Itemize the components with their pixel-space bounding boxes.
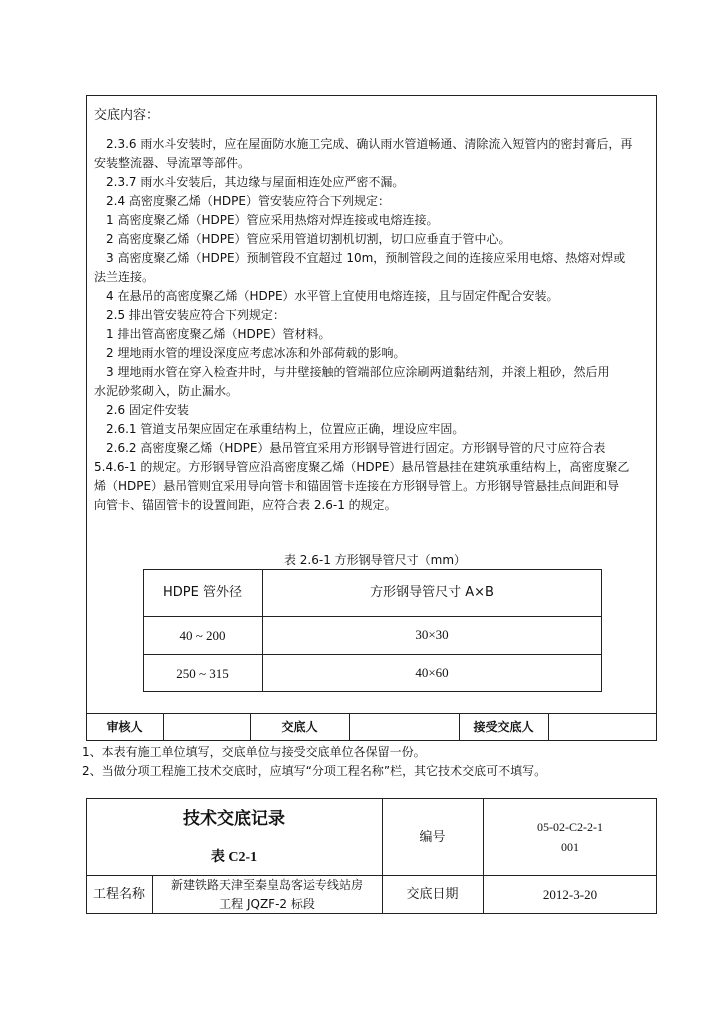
number-value-line2: 001 [561, 840, 579, 854]
text-line: 2 高密度聚乙烯（HDPE）管应采用管道切割机切割，切口应垂直于管中心。 [106, 232, 511, 246]
table-row-divider [143, 654, 602, 655]
handover-date-value: 2012-3-20 [542, 887, 598, 902]
content-heading: 交底内容： [94, 108, 160, 123]
table-cell: 30×30 [415, 627, 449, 642]
sign-row-divider [548, 713, 549, 741]
handover-date-label: 交底日期 [406, 887, 459, 902]
table-row-divider [143, 616, 602, 617]
text-line: 2.3.6 雨水斗安装时，应在屋面防水施工完成、确认雨水管道畅通、清除流入短管内的密封膏后，再 [106, 137, 633, 151]
text-line: 2 埋地雨水管的埋设深度应考虑冰冻和外部荷载的影响。 [106, 346, 406, 360]
text-line: 2.3.7 雨水斗安装后，其边缘与屋面相连处应严密不漏。 [106, 175, 405, 189]
note-line: 2、当做分项工程施工技术交底时，应填写“分项工程名称”栏，其它技术交底可不填写。 [82, 764, 547, 778]
text-line: 2.5 排出管安装应符合下列规定： [106, 308, 285, 322]
number-value-line1: 05-02-C2-2-1 [537, 820, 603, 834]
text-line: 水泥砂浆砌入，防止漏水。 [94, 384, 239, 398]
table-cell: 250 ~ 315 [176, 666, 229, 681]
text-line: 法兰连接。 [94, 270, 155, 284]
text-line: 3 高密度聚乙烯（HDPE）预制管段不宜超过 10m，预制管段之间的连接应采用电熔、热熔对焊或 [106, 251, 626, 265]
number-label: 编号 [419, 830, 446, 845]
text-line: 1 排出管高密度聚乙烯（HDPE）管材料。 [106, 327, 331, 341]
table-cell: 40×60 [415, 665, 449, 680]
form-number: 表 C2-1 [210, 850, 258, 865]
text-line: 1 高密度聚乙烯（HDPE）管应采用热熔对焊连接或电熔连接。 [106, 213, 439, 227]
note-line: 1、本表有施工单位填写，交底单位与接受交底单位各保留一份。 [82, 745, 426, 759]
table-caption: 表 2.6-1 方形钢导管尺寸（mm） [283, 553, 467, 567]
receiver-label: 接受交底人 [473, 720, 534, 734]
project-name-line2: 工程 JQZF-2 标段 [219, 897, 315, 911]
sign-row-divider [349, 713, 350, 741]
text-line: 3 埋地雨水管在穿入检查井时，与井壁接触的管端部位应涂刷两道黏结剂，并滚上粗砂，然后用 [106, 365, 610, 379]
project-name-label: 工程名称 [92, 887, 145, 902]
text-line: 2.6 固定件安装 [106, 403, 189, 417]
record-title: 技术交底记录 [183, 809, 285, 829]
table-header-cell: HDPE 管外径 [163, 585, 242, 600]
text-line: 4 在悬吊的高密度聚乙烯（HDPE）水平管上宜使用电熔连接，且与固定件配合安装。 [106, 289, 559, 303]
sign-row-divider [86, 713, 657, 714]
handover-label: 交底人 [281, 720, 318, 734]
sign-row-divider [163, 713, 164, 741]
table-cell: 40 ~ 200 [179, 628, 226, 643]
reviewer-label: 审核人 [106, 720, 143, 734]
table-header-cell: 方形钢导管尺寸 A×B [370, 585, 494, 600]
text-line: 安装整流器、导流罩等部件。 [94, 156, 251, 170]
text-line: 2.6.1 管道支吊架应固定在承重结构上，位置应正确，埋设应牢固。 [106, 422, 465, 436]
text-line: 2.6.2 高密度聚乙烯（HDPE）悬吊管宜采用方形钢导管进行固定。方形钢导管的尺寸应符合表 [106, 441, 606, 455]
text-line: 5.4.6-1 的规定。方形钢导管应沿高密度聚乙烯（HDPE）悬吊管悬挂在建筑承重结构上，高密度聚乙 [94, 460, 630, 474]
text-line: 烯（HDPE）悬吊管则宜采用导向管卡和锚固管卡连接在方形钢导管上。方形钢导管悬挂点间距和导 [94, 479, 620, 493]
project-name-line1: 新建铁路天津至秦皇岛客运专线站房 [170, 878, 363, 892]
text-line: 向管卡、锚固管卡的设置间距，应符合表 2.6-1 的规定。 [94, 498, 397, 512]
text-line: 2.4 高密度聚乙烯（HDPE）管安装应符合下列规定： [106, 194, 390, 208]
